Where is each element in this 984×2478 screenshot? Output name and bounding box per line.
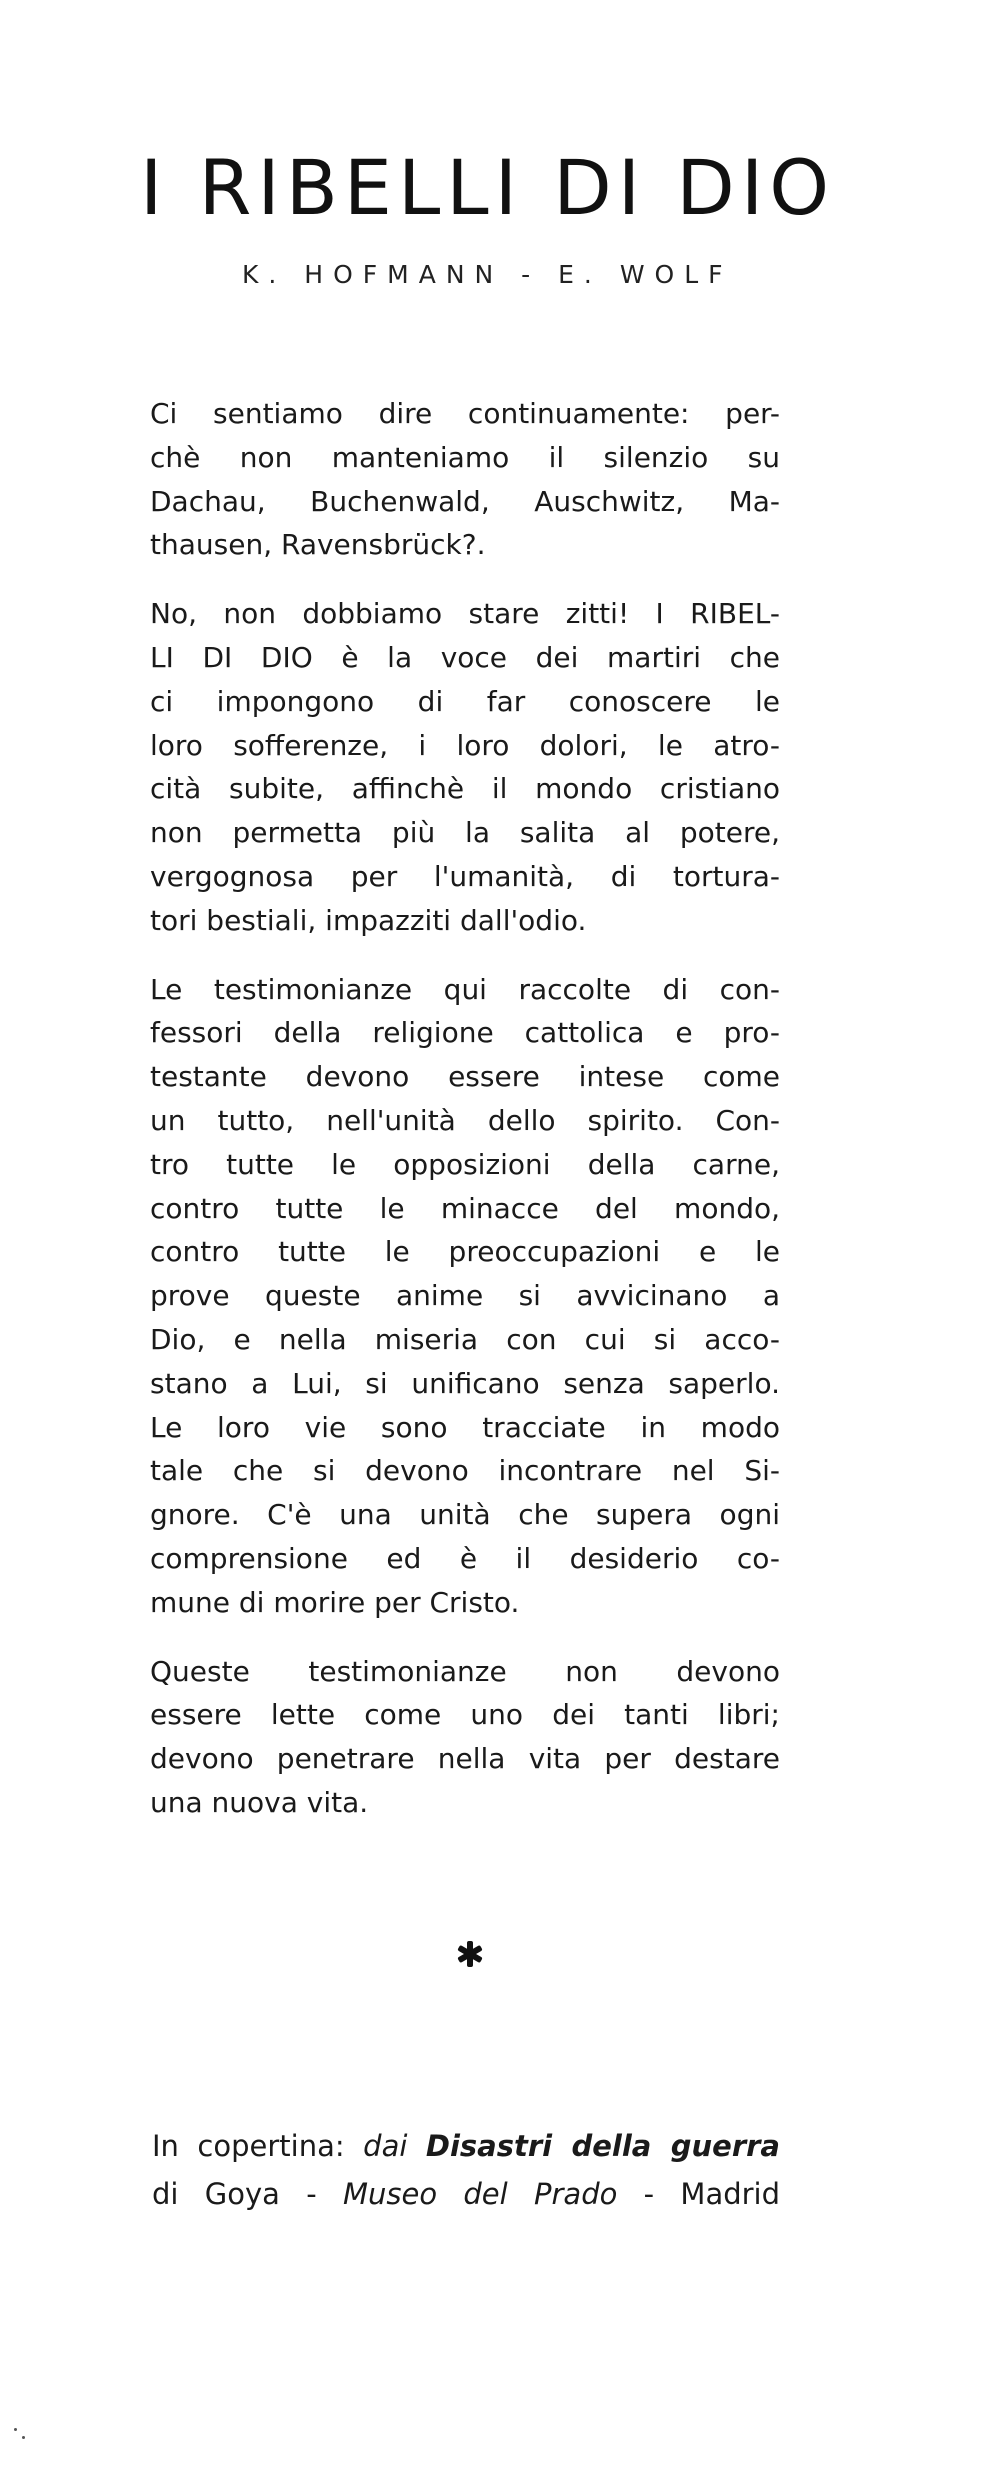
- text-line: LI DI DIO è la voce dei martiri che: [150, 640, 780, 674]
- text-line: un tutto, nell'unità dello spirito. Con-: [150, 1103, 780, 1137]
- text-line: essere lette come uno dei tanti libri;: [150, 1698, 780, 1732]
- text-line: mune di morire per Cristo.: [150, 1585, 520, 1619]
- scan-speck: [14, 2428, 17, 2431]
- blurb-paragraph-4: [150, 1650, 780, 1825]
- city: - Madrid: [643, 2177, 781, 2211]
- text-line: Le loro vie sono tracciate in modo: [150, 1410, 780, 1444]
- text-line: chè non manteniamo il silenzio su: [150, 440, 780, 474]
- text-line: devono penetrare nella vita per destare: [150, 1742, 780, 1776]
- text-line: thausen, Ravensbrück?.: [150, 528, 486, 562]
- text-line: tro tutte le opposizioni della carne,: [150, 1147, 780, 1181]
- text-line: una nuova vita.: [150, 1785, 369, 1819]
- text-line: Dachau, Buchenwald, Auschwitz, Ma-: [150, 484, 780, 518]
- blurb-paragraph-1: [150, 392, 780, 567]
- artwork-title: Disastri della guerra: [425, 2129, 780, 2163]
- blurb-paragraph-2: [150, 592, 780, 942]
- cover-credit-line-2: [152, 2170, 780, 2218]
- museum: Museo del Prado: [343, 2177, 618, 2211]
- cover-credit: [152, 2122, 780, 2218]
- text-line: gnore. C'è una unità che supera ogni: [150, 1498, 780, 1532]
- artist: di Goya -: [152, 2177, 317, 2211]
- text-line: fessori della religione cattolica e pro-: [150, 1016, 780, 1050]
- text-line: cità subite, affinchè il mondo cristiano: [150, 772, 780, 806]
- text-line: Ci sentiamo dire continuamente: per-: [150, 397, 780, 430]
- scan-speck: [22, 2436, 25, 2439]
- text-line: loro sofferenze, i loro dolori, le atro-: [150, 728, 780, 762]
- blurb-text: [150, 392, 780, 1850]
- blurb-paragraph-3: [150, 968, 780, 1625]
- text-line: testante devono essere intese come: [150, 1060, 780, 1094]
- credit-prefix: In copertina:: [152, 2129, 345, 2163]
- cover-credit-line-1: [152, 2122, 780, 2170]
- text-line: Le testimonianze qui raccolte di con-: [150, 972, 780, 1006]
- text-line: tale che si devono incontrare nel Si-: [150, 1454, 780, 1488]
- text-line: Queste testimonianze non devono: [150, 1654, 780, 1688]
- text-line: ci impongono di far conoscere le: [150, 684, 780, 718]
- text-line: tori bestiali, impazziti dall'odio.: [150, 903, 587, 937]
- text-line: No, non dobbiamo stare zitti! I RIBEL-: [150, 597, 780, 631]
- text-line: contro tutte le preoccupazioni e le: [150, 1235, 780, 1269]
- book-title: I RIBELLI DI DIO: [140, 143, 836, 232]
- text-line: contro tutte le minacce del mondo,: [150, 1191, 780, 1225]
- asterisk-separator-icon: [456, 1940, 484, 1968]
- text-line: Dio, e nella miseria con cui si acco-: [150, 1322, 780, 1356]
- text-line: stano a Lui, si unificano senza saperlo.: [150, 1366, 780, 1400]
- credit-from: dai: [363, 2129, 408, 2163]
- text-line: prove queste anime si avvicinano a: [150, 1279, 780, 1313]
- text-line: comprensione ed è il desiderio co-: [150, 1541, 780, 1575]
- book-authors: K. HOFMANN - E. WOLF: [242, 260, 733, 289]
- text-line: vergognosa per l'umanità, di tortura-: [150, 859, 780, 893]
- text-line: non permetta più la salita al potere,: [150, 816, 780, 850]
